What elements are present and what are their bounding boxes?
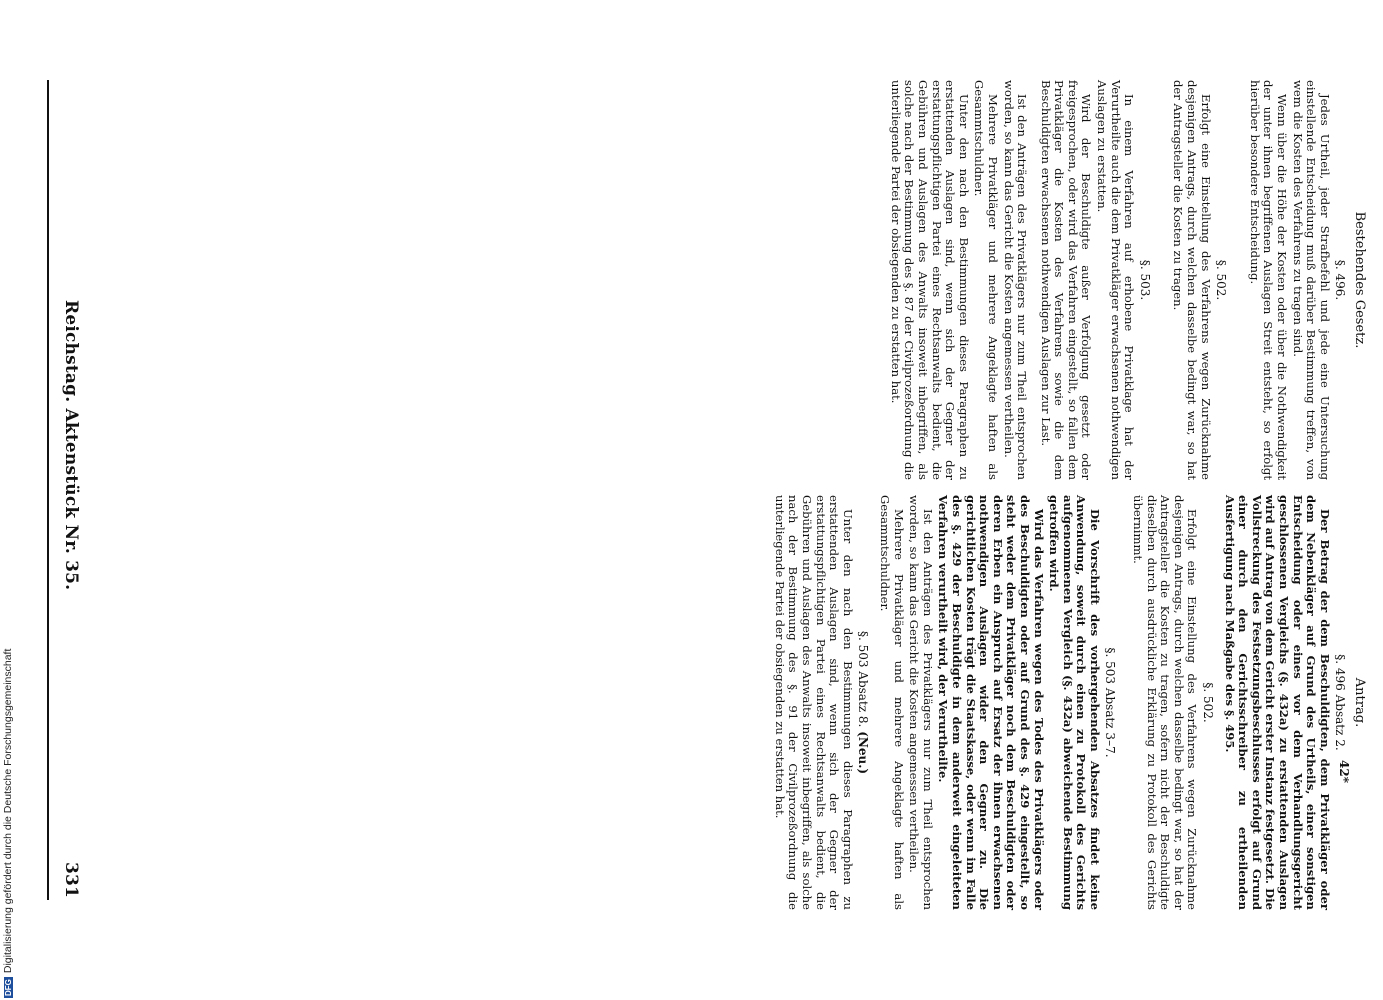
header-rule <box>47 80 49 900</box>
paragraph-bold: Wird das Verfahren wegen des Todes des Privatklägers oder des Beschuldigten oder auf Grund des §. 429 eingestellt, so steht weder dem Privatkläger noch dem Beschuldigten oder deren Erben ein Anspruch auf Ersatz der ihnen erwachsenen nothwendigen Auslagen wider den Gegner zu. Die gerichtlichen Kosten trägt die Staatskasse, oder wenn im Falle des §. 429 der Beschuldigte in dem anderweit eingeleiteten Verfahren verurtheilt wird, der Verurtheilte. <box>936 495 1046 910</box>
new-marker: (Neu.) <box>856 731 871 775</box>
section-subtitle: §. 503 Absatz 3–7. <box>1103 647 1118 758</box>
paragraph: Ist den Anträgen des Privatklägers nur zum Theil entsprochen worden, so kann das Gericht die Kosten angemessen vertheilen. <box>1001 80 1030 480</box>
left-column <box>886 80 1368 480</box>
section-subtitle: §. 496 Absatz 2. <box>1333 654 1348 751</box>
paragraph: Unter den nach den Bestimmungen dieses Paragraphen zu erstattenden Auslagen sind, wenn sich der Gegner der erstattungspflichtigen Partei eines Rechtsanwalts bedient, die Gebühren und Auslagen des Anwalts insoweit inbegriffen, als solche nach der Bestimmung des §. 91 der Civilprozeßordnung die unterliegende Partei der obsiegenden zu erstatten hat. <box>772 495 855 910</box>
page-number: 331 <box>61 862 81 899</box>
paragraph: In einem Verfahren auf erhobene Privatklage hat der Verurtheilte auch die dem Privatkläger erwachsenen nothwendigen Auslagen zu erstatten. <box>1095 80 1137 480</box>
paragraph: Wenn über die Höhe der Kosten oder über die Nothwendigkeit der unter ihnen begriffenen Auslagen Streit entsteht, so erfolgt hierüber besondere Entscheidung. <box>1247 80 1290 480</box>
right-column <box>770 495 1368 910</box>
paragraph: Erfolgt eine Einstellung des Verfahrens wegen Zurücknahme desjenigen Antrags, durch welchen dasselbe bedingt war, so hat der Antragsteller die Kosten zu tragen. <box>1171 80 1213 480</box>
running-header: Reichstag. Aktenstück Nr. 35. <box>61 300 81 591</box>
digitization-sidebar <box>0 0 22 1000</box>
sidebar-credit-text: Digitalisierung gefördert durch die Deutsche Forschungsgemeinschaft <box>2 648 14 974</box>
paragraph: Unter den nach den Bestimmungen dieses Paragraphen zu erstattenden Auslagen sind, wenn sich der Gegner der erstattungspflichtigen Partei eines Rechtsanwalts bedient, die Gebühren und Auslagen des Anwalts insoweit inbegriffen, als solche nach der Bestimmung des §. 87 der Civilprozeßordnung die unterliegende Partei der obsiegenden zu erstatten hat. <box>888 80 971 480</box>
paragraph: Mehrere Privatkläger und mehrere Angeklagte haften als Gesammtschuldner. <box>878 495 906 910</box>
paragraph: Jedes Urtheil, jeder Strafbefehl und jede eine Untersuchung einstellende Entscheidung muß darüber Bestimmung treffen, von wem die Kosten des Verfahrens zu tragen sind. <box>1290 80 1332 480</box>
section-title: §. 502. <box>1201 682 1216 723</box>
section-title: §. 502. <box>1214 259 1229 301</box>
right-column-heading: Antrag. <box>1352 677 1367 728</box>
signature-mark: 42* <box>1337 760 1351 783</box>
paragraph: Erfolgt eine Einstellung des Verfahrens wegen Zurücknahme desjenigen Antrags, durch welchen dasselbe bedingt war, so hat der Antragsteller die Kosten zu tragen, sofern nicht der Beschuldigte dieselben durch ausdrückliche Erklärung zu Protokoll des Gerichts übernimmt. <box>1131 495 1200 910</box>
sidebar-credit <box>2 649 14 998</box>
dfg-logo-icon: DFG <box>4 979 13 996</box>
paragraph-bold: Die Vorschrift des vorhergehenden Absatzes findet keine Anwendung, soweit durch einen zu Protokoll des Gerichts aufgenommenen Vergleich (§. 432a) abweichende Bestimmung getroffen wird. <box>1047 495 1102 910</box>
section-title: §. 503. <box>1137 259 1152 301</box>
paragraph: Wird der Beschuldigte außer Verfolgung gesetzt oder freigesprochen, oder wird das Verfahren eingestellt, so fallen dem Privatkläger die Kosten des Verfahrens sowie die dem Beschuldigten erwachsenen nothwendigen Auslagen zur Last. <box>1038 80 1094 480</box>
paragraph: Ist den Anträgen des Privatklägers nur zum Theil entsprochen worden, so kann das Gericht die Kosten angemessen vertheilen. <box>907 495 935 910</box>
section-title: §. 496. <box>1333 259 1348 301</box>
section-subtitle: §. 503 Absatz 8. <box>856 630 871 728</box>
paragraph: Mehrere Privatkläger und mehrere Angeklagte haften als Gesammtschuldner. <box>972 80 1000 480</box>
left-column-heading: Bestehendes Gesetz. <box>1352 211 1367 349</box>
paragraph-bold: Der Betrag der dem Beschuldigten, dem Privatkläger oder dem Nebenkläger auf Grund des Urtheils, einer sonstigen Entscheidung oder eines vor dem Verhandlungsgericht geschlossenen Vergleichs (§. 432a) zu erstattenden Auslagen wird auf Antrag von dem Gericht erster Instanz festgesetzt. Die Vollstreckung des Festsetzungsbeschlusses erfolgt auf Grund einer durch den Gerichtsschreiber zu ertheilenden Ausfertigung nach Maßgabe des §. 495. <box>1222 495 1332 910</box>
